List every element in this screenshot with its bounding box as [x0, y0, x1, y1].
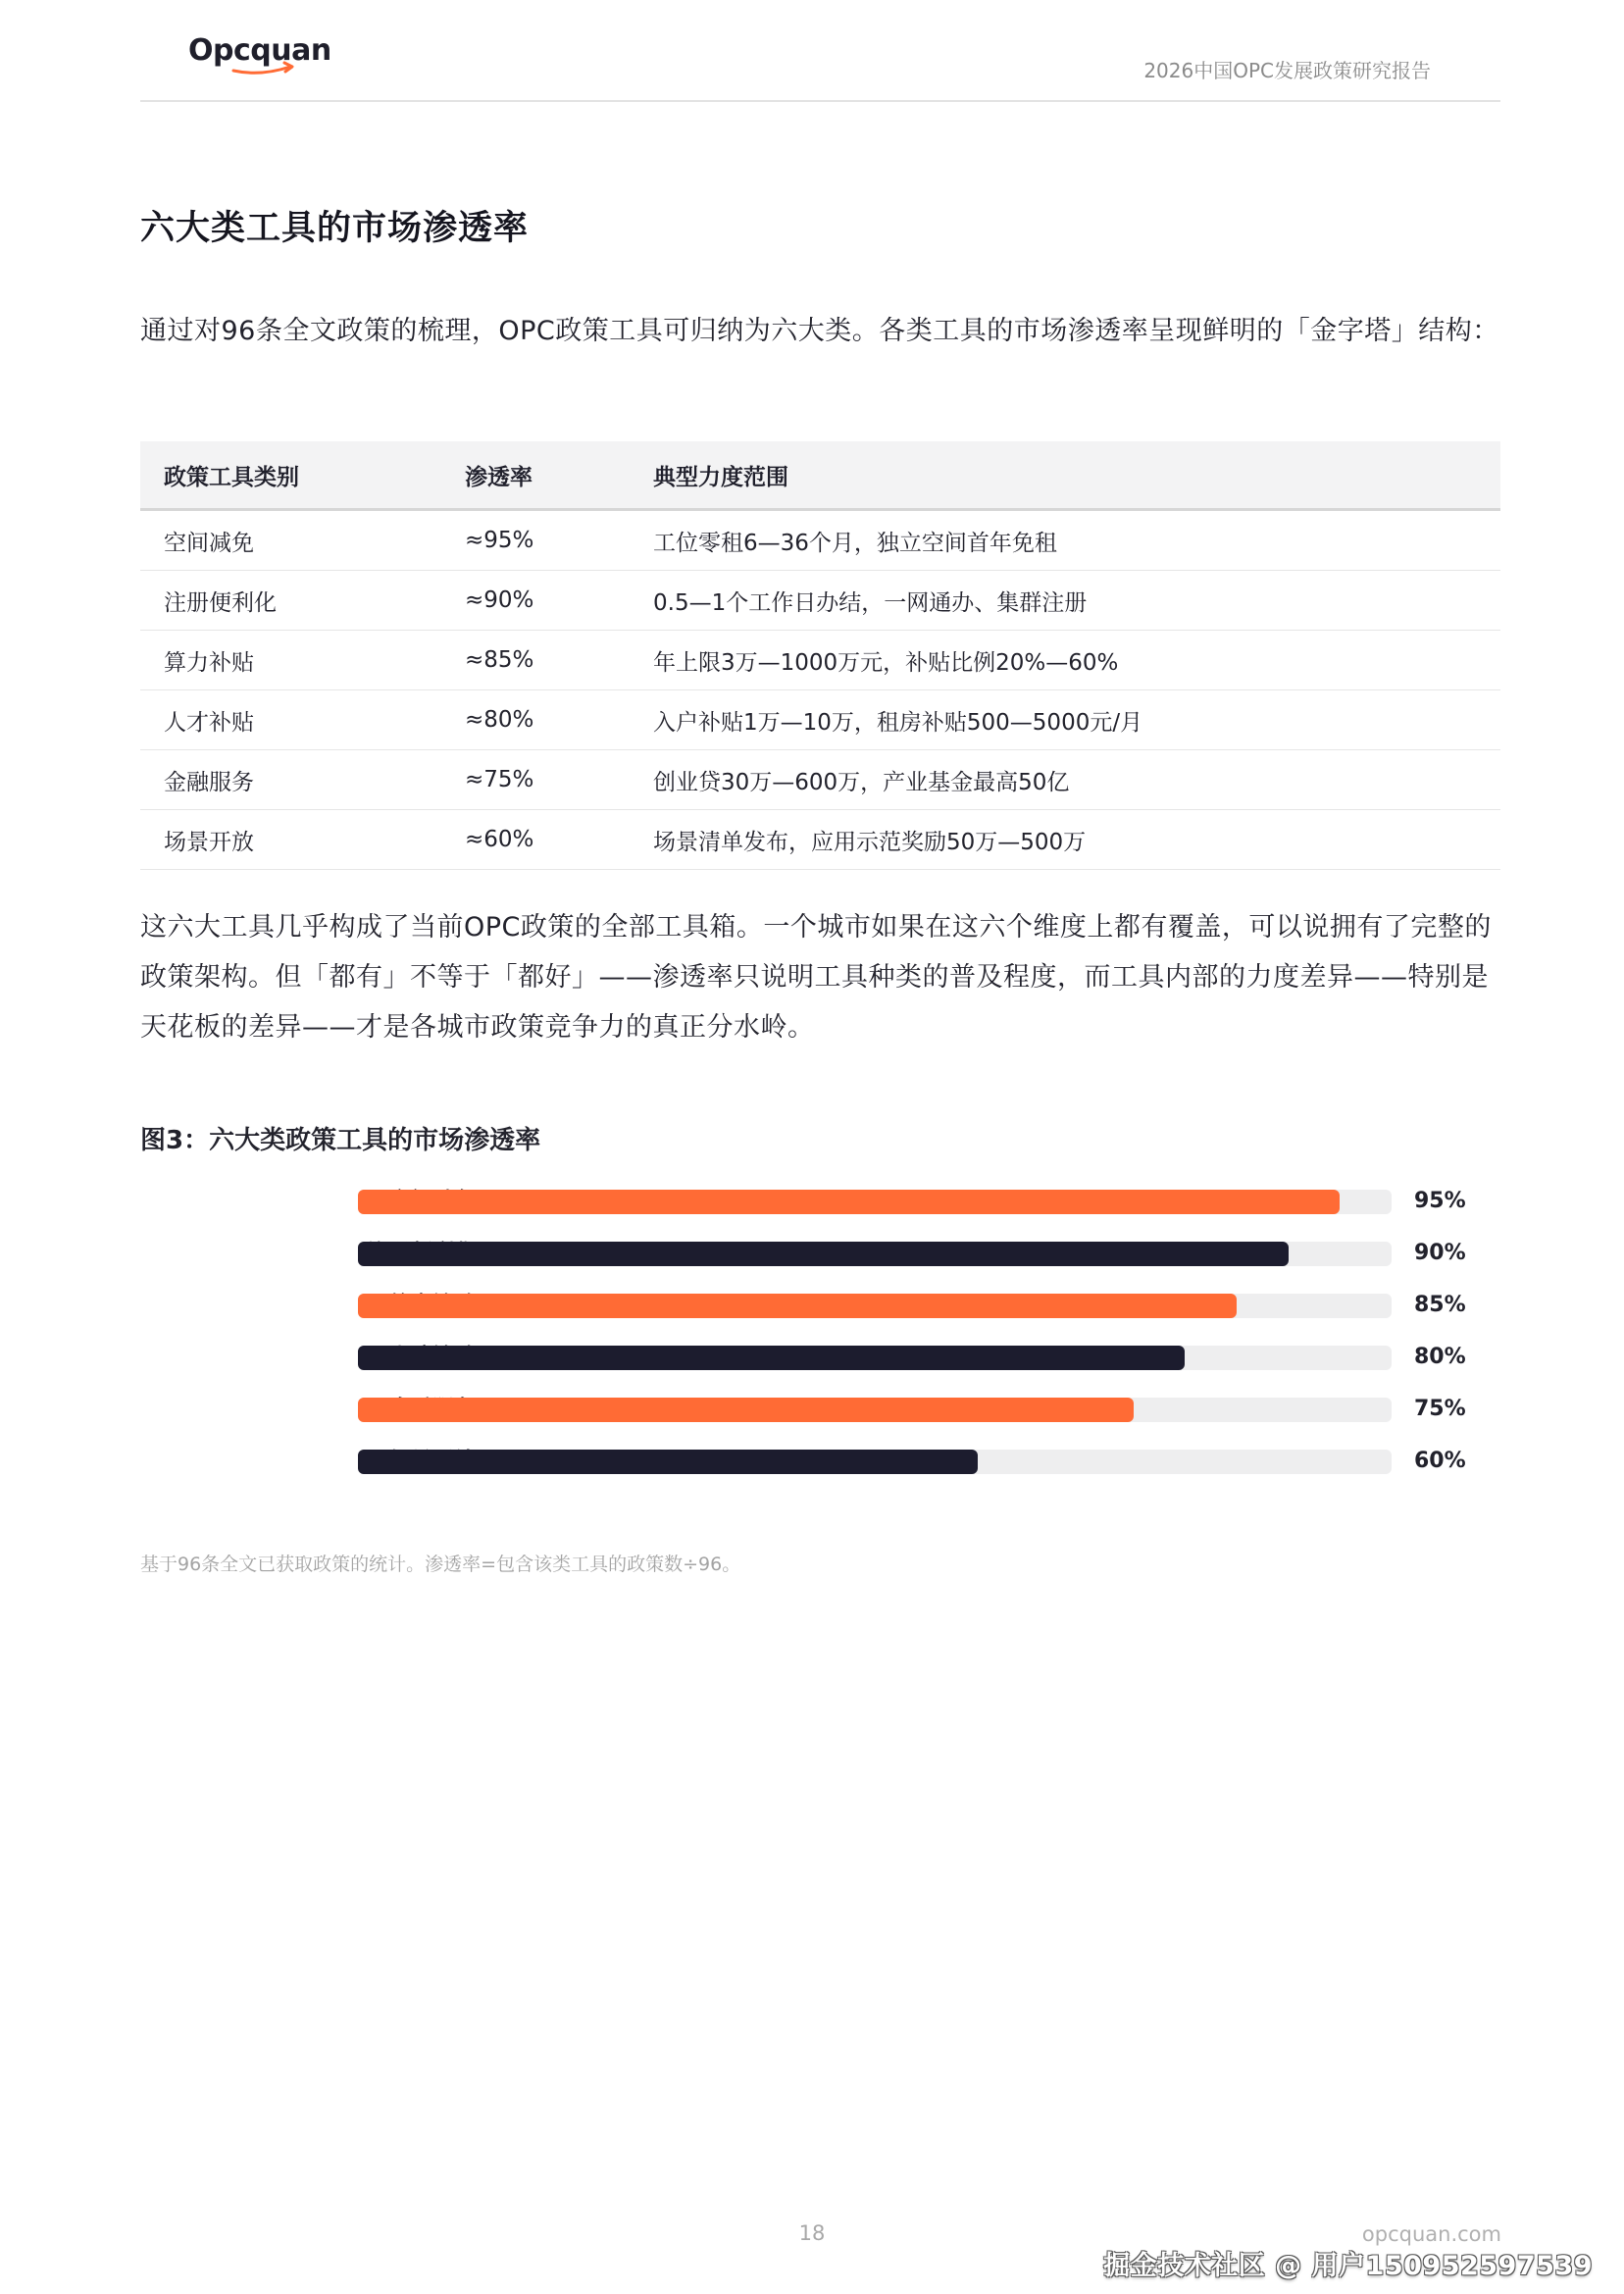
table-row: [140, 510, 1500, 571]
column-header-range: 典型力度范围: [630, 441, 1500, 510]
table-cell-range: 入户补贴1万—10万，租房补贴500—5000元/月: [630, 690, 1500, 750]
table-cell-range: 工位零租6—36个月，独立空间首年免租: [630, 510, 1500, 571]
table-cell-range: 0.5—1个工作日办结，一网通办、集群注册: [630, 571, 1500, 631]
document-title: 2026中国OPC发展政策研究报告: [1143, 59, 1431, 82]
column-header-penetration: 渗透率: [441, 441, 630, 510]
table-cell-category: 金融服务: [140, 750, 441, 810]
bar-value-label: 95%: [1414, 1189, 1466, 1213]
column-header-category: 政策工具类别: [140, 441, 441, 510]
watermark: 掘金技术社区 @ 用户150952597539: [1103, 2251, 1593, 2281]
table-cell-category: 空间减免: [140, 510, 441, 571]
bar-track: [358, 1190, 1392, 1214]
table-cell-category: 场景开放: [140, 810, 441, 870]
table-cell-penetration: ≈60%: [441, 810, 630, 870]
bar-value-label: 80%: [1414, 1345, 1466, 1369]
bar: [358, 1398, 1134, 1422]
bar-value-label: 90%: [1414, 1241, 1466, 1265]
bar-track: [358, 1450, 1392, 1474]
bar-value-label: 60%: [1414, 1449, 1466, 1473]
bar-row: [140, 1447, 1513, 1476]
policy-tools-table: [140, 441, 1500, 870]
analysis-paragraph: 这六大工具几乎构成了当前OPC政策的全部工具箱。一个城市如果在这六个维度上都有覆盖，可以说拥有了完整的政策架构。但「都有」不等于「都好」——渗透率只说明工具种类的普及程度，而工具内部的力度差异——特别是天花板的差异——才是各城市政策竞争力的真正分水岭。: [140, 912, 1492, 1043]
bar-row: [140, 1187, 1513, 1216]
bar: [358, 1190, 1340, 1214]
table-cell-penetration: ≈85%: [441, 631, 630, 690]
bar-track: [358, 1242, 1392, 1266]
table-cell-range: 创业贷30万—600万，产业基金最高50亿: [630, 750, 1500, 810]
page-number: 18: [798, 2221, 826, 2245]
bar-value-label: 75%: [1414, 1397, 1466, 1421]
bar-value-label: 85%: [1414, 1293, 1466, 1317]
table-row: [140, 631, 1500, 690]
bar: [358, 1294, 1237, 1318]
table-row: [140, 690, 1500, 750]
bar-row: [140, 1395, 1513, 1424]
bar-row: [140, 1239, 1513, 1268]
table-cell-range: 场景清单发布，应用示范奖励50万—500万: [630, 810, 1500, 870]
bar-row: [140, 1291, 1513, 1320]
table-cell-penetration: ≈95%: [441, 510, 630, 571]
table-cell-category: 人才补贴: [140, 690, 441, 750]
bar-track: [358, 1346, 1392, 1370]
table-cell-penetration: ≈90%: [441, 571, 630, 631]
figure-note: 基于96条全文已获取政策的统计。渗透率=包含该类工具的政策数÷96。: [140, 1554, 741, 1575]
logo-text: Opcquan: [188, 33, 331, 68]
bar: [358, 1450, 978, 1474]
figure-title: 图3：六大类政策工具的市场渗透率: [140, 1126, 541, 1155]
table-cell-penetration: ≈75%: [441, 750, 630, 810]
section-title: 六大类工具的市场渗透率: [140, 209, 530, 248]
bar: [358, 1346, 1185, 1370]
bar-track: [358, 1398, 1392, 1422]
table-row: [140, 750, 1500, 810]
table-cell-category: 注册便利化: [140, 571, 441, 631]
table-header-row: [140, 441, 1500, 510]
bar-track: [358, 1294, 1392, 1318]
penetration-bar-chart: [140, 1187, 1513, 1510]
bar-row: [140, 1343, 1513, 1372]
intro-paragraph: 通过对96条全文政策的梳理，OPC政策工具可归纳为六大类。各类工具的市场渗透率呈现鲜明的「金字塔」结构：: [140, 316, 1499, 346]
table-cell-category: 算力补贴: [140, 631, 441, 690]
bar: [358, 1242, 1289, 1266]
table-cell-range: 年上限3万—1000万元，补贴比例20%—60%: [630, 631, 1500, 690]
footer-site: opcquan.com: [1361, 2222, 1501, 2246]
table-row: [140, 571, 1500, 631]
table-cell-penetration: ≈80%: [441, 690, 630, 750]
header-divider: [140, 100, 1500, 102]
table-row: [140, 810, 1500, 870]
